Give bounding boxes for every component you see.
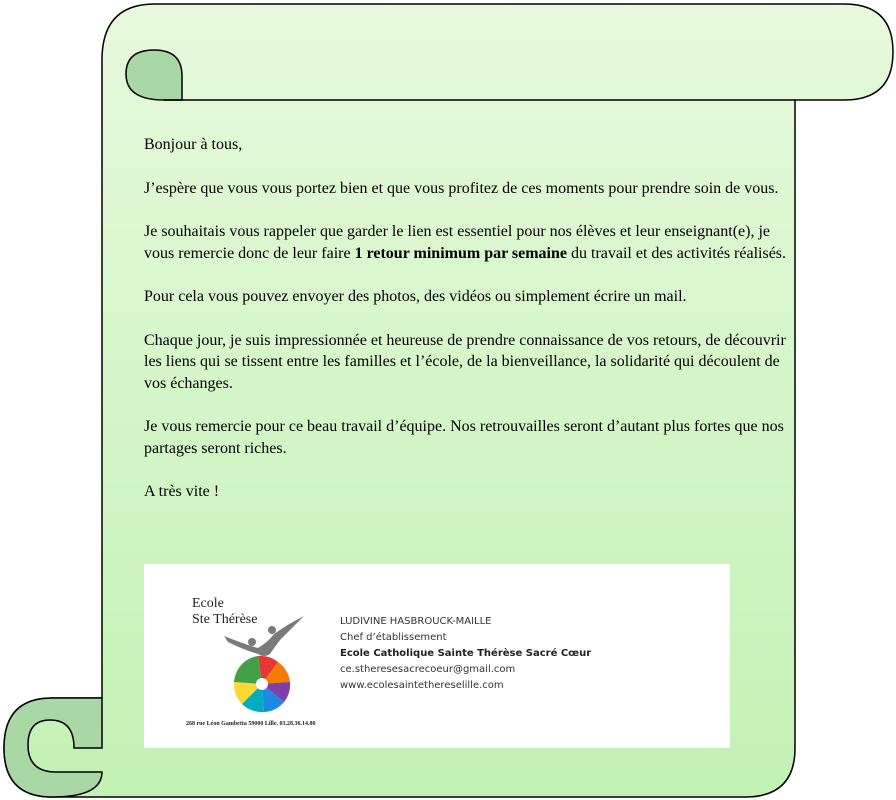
logo-line-ste-therese: Ste Thérèse xyxy=(192,612,258,627)
signatory-role: Chef d’établissement xyxy=(340,632,447,643)
logo-dancer-figures xyxy=(224,616,304,656)
school-logo-icon xyxy=(214,614,324,724)
school-name: Ecole Catholique Sainte Thérèse Sacré Cœur xyxy=(340,648,592,659)
top-curl xyxy=(126,50,182,100)
website-link[interactable]: www.ecolesaintethereselille.com xyxy=(340,680,504,691)
paragraph-wellbeing: J’espère que vous vous portez bien et que vous profitez de ces moments pour prendre soin de vous. xyxy=(144,179,779,197)
contact-block xyxy=(340,614,591,694)
paragraph-media: Pour cela vous pouvez envoyer des photos, des vidéos ou simplement écrire un mail. xyxy=(144,288,687,305)
email-signature xyxy=(144,564,730,748)
paragraph-impressions: Chaque jour, je suis impressionnée et heureuse de prendre connaissance de vos retours, de découvrir les liens qui se tissent entre les familles et l’école, de la bienveillance, la solidarité qui découlent de vos échanges. xyxy=(144,331,786,392)
school-address: 268 rue Léon Gambetta 59000 Lille. 03.28.36.14.80 xyxy=(186,721,316,727)
email-address[interactable]: ce.stheresesacrecoeur@gmail.com xyxy=(340,664,516,675)
paragraph-feedback xyxy=(144,221,794,264)
closing: A très vite ! xyxy=(144,483,220,500)
paragraph-thanks: Je vous remercie pour ce beau travail d’équipe. Nos retrouvailles seront d’autant plus fortes que nos partages seront riches. xyxy=(144,418,784,457)
paragraph-feedback-end: du travail et des activités réalisés. xyxy=(567,244,787,262)
weekly-feedback-emphasis: 1 retour minimum par semaine xyxy=(354,244,567,262)
paragraph-feedback-start: Je souhaitais vous rappeler que garder le lien est essentiel pour nos élèves et leur enseignant(e), je vous remercie donc de leur faire xyxy=(144,223,770,262)
logo-line-ecole: Ecole xyxy=(192,596,224,611)
logo-dancer-head-2 xyxy=(268,626,276,634)
logo-dancer-head-1 xyxy=(248,638,256,646)
greeting: Bonjour à tous, xyxy=(144,136,243,153)
logo-center xyxy=(256,678,268,690)
letter-body xyxy=(144,134,794,525)
signatory-name: LUDIVINE HASBROUCK-MAILLE xyxy=(340,616,492,627)
